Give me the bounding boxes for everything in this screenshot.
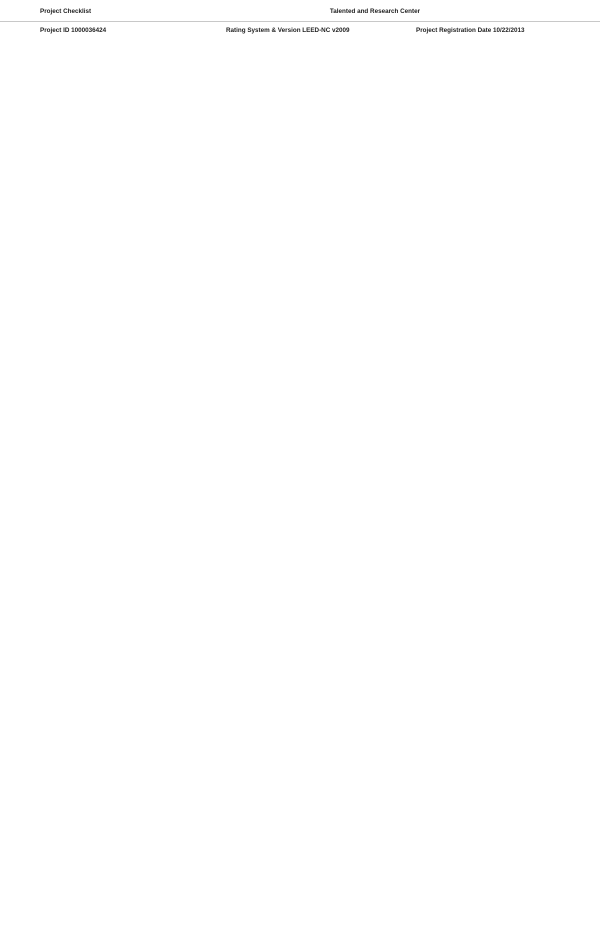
right-credit-table xyxy=(268,0,600,945)
left-credit-table xyxy=(0,0,268,945)
checklist-label: Project Checklist xyxy=(40,7,92,15)
project-name: Talented and Research Center xyxy=(329,7,421,15)
project-id: Project ID 1000036424 xyxy=(40,26,107,34)
registration-date: Project Registration Date 10/22/2013 xyxy=(416,26,525,34)
rating-system: Rating System & Version LEED-NC v2009 xyxy=(226,26,350,34)
